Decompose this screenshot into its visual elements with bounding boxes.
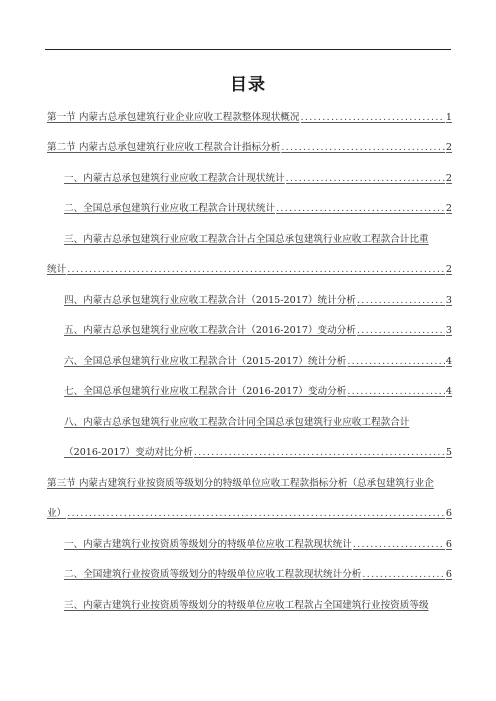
toc-title: 目录 (230, 75, 266, 95)
dot-leader (276, 202, 445, 215)
toc-entry-page: 4 (445, 356, 452, 367)
toc-entry-section-3-continued[interactable] (47, 507, 452, 520)
toc-entry-page: 3 (445, 295, 452, 306)
toc-entry-text: 二、全国建筑行业按资质等级划分的特级单位应收工程款现状统计分析 (64, 569, 362, 580)
toc-entry-page: 6 (445, 539, 452, 550)
dot-leader (281, 141, 445, 154)
toc-entry-2-6[interactable] (64, 355, 452, 368)
toc-entry-page: 3 (445, 325, 452, 336)
toc-entry-page: 2 (445, 142, 452, 153)
toc-entry-2-2[interactable] (64, 202, 452, 215)
toc-entry-text: 六、全国总承包建筑行业应收工程款合计（2015-2017）统计分析 (64, 356, 347, 367)
toc-entry-text: 四、内蒙古总承包建筑行业应收工程款合计（2015-2017）统计分析 (64, 295, 356, 306)
toc-entry-text: 七、全国总承包建筑行业应收工程款合计（2016-2017）变动分析 (64, 386, 347, 397)
dot-leader (301, 111, 445, 124)
dot-leader (357, 294, 445, 307)
toc-entry-page: 5 (445, 447, 452, 458)
toc-entry-text-continued: 业） (47, 508, 67, 519)
dot-leader (67, 263, 445, 276)
toc-entry-2-8[interactable] (64, 416, 452, 429)
toc-entry-page: 4 (445, 386, 452, 397)
toc-entry-3-3[interactable] (64, 599, 452, 612)
toc-entry-2-3[interactable] (64, 233, 452, 246)
toc-entry-section-3[interactable] (47, 477, 452, 490)
toc-entry-2-1[interactable] (64, 172, 452, 185)
toc-entry-text: 三、内蒙古总承包建筑行业应收工程款合计占全国总承包建筑行业应收工程款合计比重 (64, 234, 429, 245)
dot-leader (194, 446, 445, 459)
dot-leader (353, 538, 445, 551)
toc-entry-2-7[interactable] (64, 385, 452, 398)
dot-leader (67, 507, 445, 520)
toc-entry-text: 三、内蒙古建筑行业按资质等级划分的特级单位应收工程款占全国建筑行业按资质等级 (64, 600, 429, 611)
toc-entry-2-4[interactable] (64, 294, 452, 307)
toc-entry-page: 6 (445, 508, 452, 519)
toc-entry-text: 第二节 内蒙古总承包建筑行业应收工程款合计指标分析 (47, 142, 281, 153)
toc-entry-text: 第三节 内蒙古建筑行业按资质等级划分的特级单位应收工程款指标分析（总承包建筑行业企 (47, 478, 434, 489)
toc-entry-section-2[interactable] (47, 141, 452, 154)
toc-entry-3-2[interactable] (64, 568, 452, 581)
toc-entry-2-3-continued[interactable] (47, 263, 452, 276)
toc-entry-page: 6 (445, 569, 452, 580)
toc-entry-2-5[interactable] (64, 324, 452, 337)
dot-leader (362, 568, 444, 581)
toc-entry-page: 2 (445, 203, 452, 214)
dot-leader (357, 324, 445, 337)
toc-entry-page: 1 (445, 112, 452, 123)
toc-entry-text: 第一节 内蒙古总承包建筑行业企业应收工程款整体现状概况 (47, 112, 300, 123)
toc-entry-2-8-continued[interactable] (64, 446, 452, 459)
toc-entry-text: 二、全国总承包建筑行业应收工程款合计现状统计 (64, 203, 276, 214)
dot-leader (286, 172, 445, 185)
dot-leader (347, 385, 445, 398)
toc-entry-text: 一、内蒙古建筑行业按资质等级划分的特级单位应收工程款现状统计 (64, 539, 352, 550)
toc-entry-text: 五、内蒙古总承包建筑行业应收工程款合计（2016-2017）变动分析 (64, 325, 356, 336)
toc-entry-3-1[interactable] (64, 538, 452, 551)
toc-entry-text: 八、内蒙古总承包建筑行业应收工程款合计同全国总承包建筑行业应收工程款合计 (64, 417, 410, 428)
toc-entry-page: 2 (445, 173, 452, 184)
toc-entry-text-continued: 统计 (47, 264, 67, 275)
toc-entry-page: 2 (445, 264, 452, 275)
toc-entry-text-continued: （2016-2017）变动对比分析 (64, 447, 193, 458)
dot-leader (347, 355, 445, 368)
toc-entry-section-1[interactable] (47, 111, 452, 124)
toc-entry-text: 一、内蒙古总承包建筑行业应收工程款合计现状统计 (64, 173, 285, 184)
